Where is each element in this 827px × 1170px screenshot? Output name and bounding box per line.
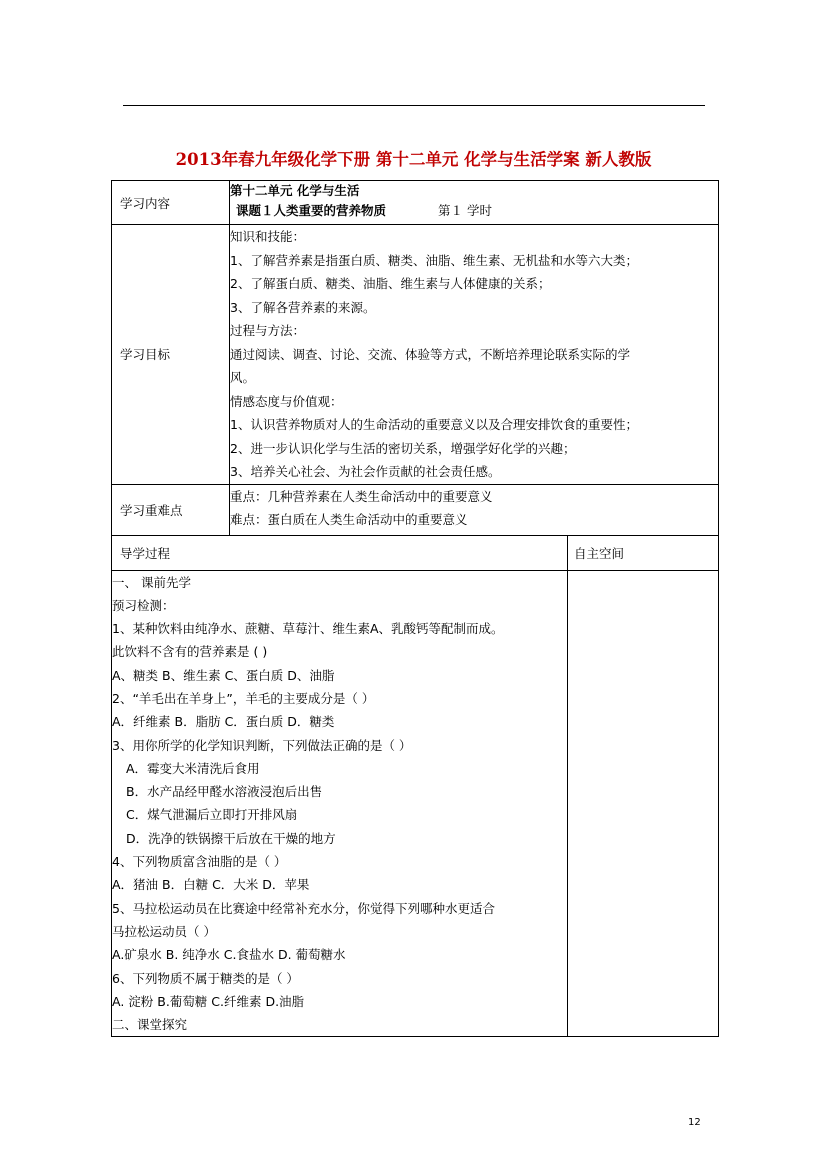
- process-line: 此饮料不含有的营养素是 ( ): [112, 644, 268, 660]
- process-line: C．煤气泄漏后立即打开排风扇: [126, 807, 298, 823]
- process-line: 马拉松运动员（ ）: [112, 923, 216, 939]
- key-point: 重点：几种营养素在人类生命活动中的重要意义: [230, 488, 493, 504]
- process-line: 2、“羊毛出在羊身上”，羊毛的主要成分是（ ）: [112, 690, 375, 706]
- objective-line: 1、了解营养素是指蛋白质、糖类、油脂、维生素、无机盐和水等六大类；: [230, 252, 638, 268]
- process-line: A．纤维素 B．脂肪 C．蛋白质 D．糖类: [112, 714, 335, 730]
- objective-line: 3、培养关心社会、为社会作贡献的社会责任感。: [230, 464, 501, 479]
- process-line: B．水产品经甲醛水溶液浸泡后出售: [126, 784, 323, 800]
- objective-line: 1、认识营养物质对人的生命活动的重要意义以及合理安排饮食的重要性；: [230, 417, 638, 432]
- row-content: [112, 181, 719, 225]
- row-headers: [112, 535, 719, 570]
- row-objectives: [112, 225, 719, 485]
- objective-line: 知识和技能：: [230, 229, 306, 244]
- difficulty-point: 难点：蛋白质在人类生命活动中的重要意义: [230, 511, 468, 527]
- process-line: 预习检测：: [112, 597, 175, 613]
- lesson-table: [111, 180, 719, 1037]
- document-title: 2013年春九年级化学下册 第十二单元 化学与生活学案 新人教版: [175, 150, 652, 169]
- process-line: 一、 课前先学: [112, 574, 191, 590]
- objective-line: 2、进一步认识化学与生活的密切关系，增强学好化学的兴趣；: [230, 440, 576, 456]
- class-period: 第１ 学时: [438, 203, 492, 218]
- row-process: [112, 570, 719, 1037]
- process-line: A．猪油 B．白糖 C．大米 D．苹果: [112, 877, 310, 893]
- unit-title: 第十二单元 化学与生活: [230, 183, 360, 198]
- label-key-points: 学习重难点: [112, 484, 230, 535]
- objective-line: 通过阅读、调查、讨论、交流、体验等方式，不断培养理论联系实际的学: [230, 346, 631, 362]
- process-line: 4、下列物质富含油脂的是（ ）: [112, 854, 287, 870]
- process-line: 二、课堂探究: [112, 1017, 188, 1033]
- process-line: 1、某种饮料由纯净水、蔗糖、草莓汁、维生素A、乳酸钙等配制而成。: [112, 621, 504, 637]
- self-study-space: [568, 570, 719, 1037]
- header-rule: [123, 105, 705, 106]
- objective-line: 过程与方法：: [230, 323, 306, 338]
- objective-line: 风。: [230, 370, 256, 385]
- objectives-cell: [230, 225, 719, 485]
- process-line: D．洗净的铁锅擦干后放在干燥的地方: [126, 830, 336, 846]
- content-cell: [230, 181, 719, 225]
- process-line: A、糖类 B、维生素 C、蛋白质 D、油脂: [112, 667, 335, 683]
- key-points-cell: [230, 484, 719, 535]
- process-line: 3、用你所学的化学知识判断，下列做法正确的是（ ）: [112, 737, 412, 753]
- row-key-points: [112, 484, 719, 535]
- lesson-title: 课题１人类重要的营养物质: [236, 203, 387, 218]
- page-number: 12: [688, 1117, 701, 1128]
- objective-line: 2、了解蛋白质、糖类、油脂、维生素与人体健康的关系；: [230, 276, 551, 291]
- objective-line: 情感态度与价值观：: [230, 393, 343, 409]
- space-header: 自主空间: [568, 535, 719, 570]
- process-line: 5、马拉松运动员在比赛途中经常补充水分，你觉得下列哪种水更适合: [112, 900, 495, 916]
- label-objectives: 学习目标: [112, 225, 230, 485]
- process-header: 导学过程: [112, 535, 568, 570]
- process-line: 6、下列物质不属于糖类的是（ ）: [112, 970, 299, 986]
- process-cell: [112, 570, 568, 1037]
- objective-line: 3、了解各营养素的来源。: [230, 299, 376, 315]
- label-content: 学习内容: [112, 181, 230, 225]
- lesson-title-line: [230, 201, 718, 221]
- process-line: A.矿泉水 B. 纯净水 C.食盐水 D. 葡萄糖水: [112, 947, 346, 963]
- process-line: A．霉变大米清洗后食用: [126, 760, 260, 776]
- process-line: A. 淀粉 B.葡萄糖 C.纤维素 D.油脂: [112, 993, 305, 1009]
